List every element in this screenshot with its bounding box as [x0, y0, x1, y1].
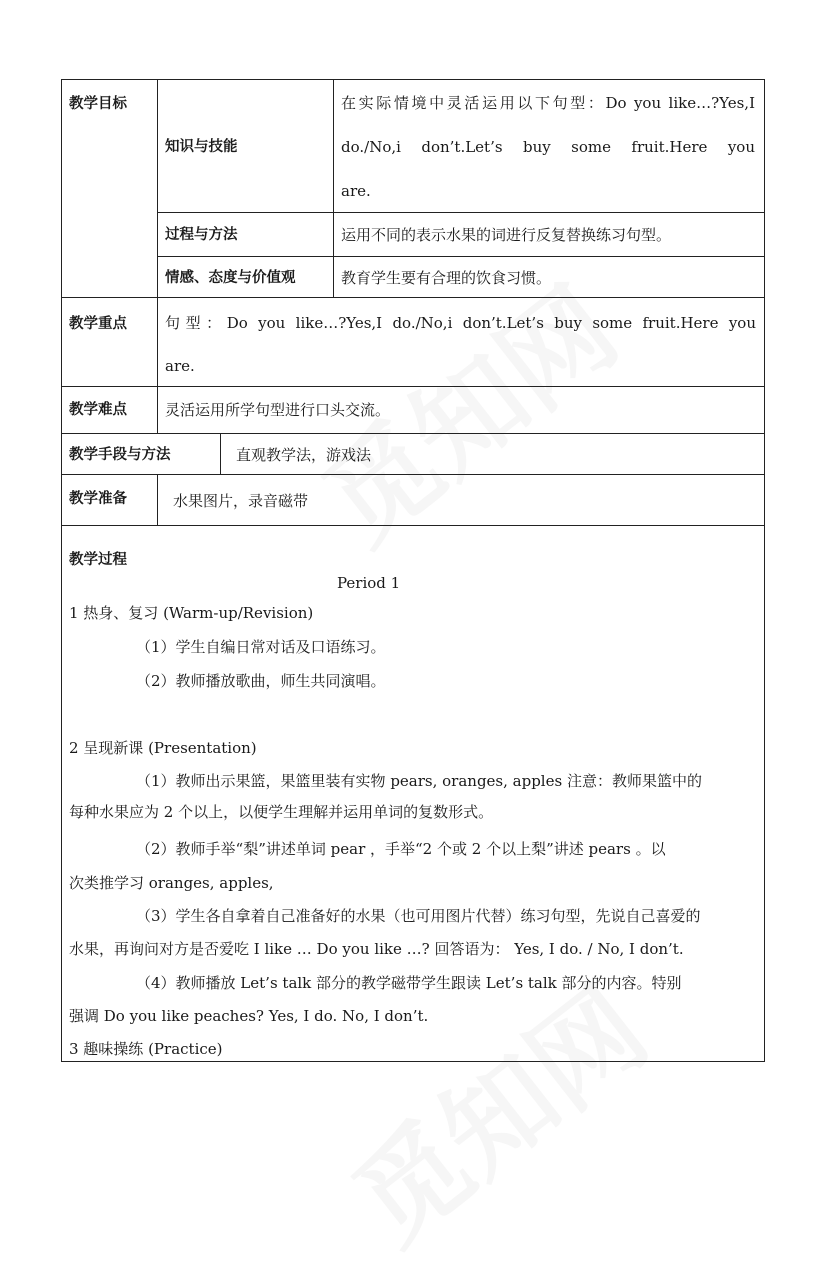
divider [157, 212, 765, 213]
difficulties-text: 灵活运用所学句型进行口头交流。 [165, 401, 391, 419]
step2-line: （2）教师手举“梨”讲述单词 pear ，手举“2 个或 2 个以上梨”讲述 pears 。以 [136, 840, 666, 858]
step2-line: 每种水果应为 2 个以上，以便学生理解并运用单词的复数形式。 [69, 803, 494, 821]
step2-line: 次类推学习 oranges, apples, [69, 874, 274, 892]
step2-line: （4）教师播放 Let’s talk 部分的教学磁带学生跟读 Let’s talk 部分的内容。特别 [136, 974, 682, 992]
period-title: Period 1 [337, 574, 401, 592]
knowledge-skills-line: are. [341, 182, 371, 200]
step2-line: （1）教师出示果篮，果篮里装有实物 pears, oranges, apples 注意：教师果篮中的 [136, 772, 702, 790]
objectives-label: 教学目标 [69, 96, 127, 112]
difficulties-label: 教学难点 [69, 402, 127, 418]
divider [157, 386, 158, 434]
divider [157, 474, 158, 526]
step3-heading: 3 趣味操练 (Practice) [69, 1040, 223, 1058]
step2-line: 强调 Do you like peaches? Yes, I do. No, I don’t. [69, 1007, 429, 1025]
step1-item: （2）教师播放歌曲，师生共同演唱。 [136, 672, 386, 690]
divider [157, 79, 158, 298]
step2-line: （3）学生各自拿着自己准备好的水果（也可用图片代替）练习句型，先说自己喜爱的 [136, 907, 701, 925]
step2-line: 水果，再询问对方是否爱吃 I like … Do you like …? 回答语为： Yes, I do. / No, I don’t. [69, 940, 684, 958]
divider [220, 433, 221, 475]
knowledge-skills-line: do./No,i don’t.Let’s buy some fruit.Here you [341, 138, 755, 156]
attitude-values-label: 情感、态度与价值观 [165, 270, 296, 286]
divider [333, 79, 334, 298]
step2-heading: 2 呈现新课 (Presentation) [69, 739, 257, 757]
divider [157, 256, 765, 257]
key-points-line: 句型：Do you like…?Yes,I do./No,i don’t.Let’s buy some fruit.Here you [165, 314, 756, 332]
process-method-label: 过程与方法 [165, 227, 238, 243]
process-method-text: 运用不同的表示水果的词进行反复替换练习句型。 [341, 226, 672, 244]
preparation-label: 教学准备 [69, 491, 127, 507]
knowledge-skills-line: 在实际情境中灵活运用以下句型：Do you like…?Yes,I [341, 94, 755, 112]
key-points-line: are. [165, 357, 195, 375]
key-points-label: 教学重点 [69, 316, 127, 332]
step1-item: （1）学生自编日常对话及口语练习。 [136, 638, 386, 656]
step1-heading: 1 热身、复习 (Warm-up/Revision) [69, 604, 314, 622]
methods-text: 直观教学法，游戏法 [236, 446, 372, 464]
knowledge-skills-label: 知识与技能 [165, 139, 238, 155]
process-label: 教学过程 [69, 552, 127, 568]
preparation-text: 水果图片，录音磁带 [173, 492, 309, 510]
attitude-values-text: 教育学生要有合理的饮食习惯。 [341, 269, 552, 287]
divider [157, 297, 158, 387]
methods-label: 教学手段与方法 [69, 447, 171, 463]
preparation-row [61, 474, 765, 526]
